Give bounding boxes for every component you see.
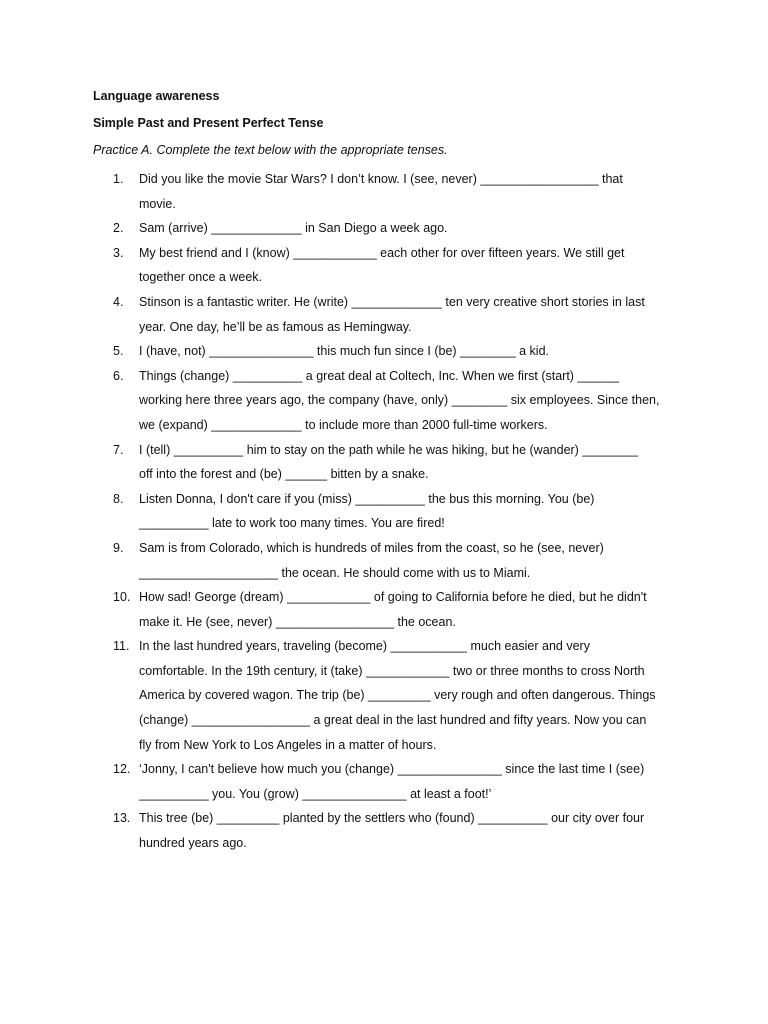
exercise-text <box>93 757 683 806</box>
document-heading: Language awareness <box>93 89 220 103</box>
exercise-text <box>93 438 683 487</box>
exercise-item <box>93 487 683 536</box>
exercise-item <box>93 585 683 634</box>
exercise-number-label: 13. <box>113 811 131 826</box>
exercise-number-label: 10. <box>113 590 131 605</box>
exercise-line: __________ you. You (grow) _______________ at least a foot!’ <box>139 786 492 801</box>
exercise-number-label: 6. <box>113 368 124 383</box>
exercise-text <box>93 364 683 438</box>
exercise-text <box>93 339 683 364</box>
exercise-line: working here three years ago, the company (have, only) ________ six employees. Since then, <box>139 393 660 408</box>
exercise-text <box>93 585 683 634</box>
exercise-line: Did you like the movie Star Wars? I don’t know. I (see, never) _________________ that <box>139 172 623 186</box>
exercise-line: Listen Donna, I don't care if you (miss) __________ the bus this morning. You (be) <box>139 491 595 506</box>
exercise-line: ‘Jonny, I can't believe how much you (change) _______________ since the last time I (see) <box>139 762 645 777</box>
exercise-text <box>93 241 683 290</box>
exercise-item <box>93 167 683 216</box>
exercise-line: make it. He (see, never) _________________ the ocean. <box>139 614 456 629</box>
exercise-line: hundred years ago. <box>139 836 247 851</box>
exercise-line: fly from New York to Los Angeles in a matter of hours. <box>139 737 437 752</box>
exercise-line: comfortable. In the 19th century, it (take) ____________ two or three months to cross North <box>139 663 645 678</box>
exercise-line: This tree (be) _________ planted by the settlers who (found) __________ our city over four <box>139 811 645 826</box>
exercise-number-label: 8. <box>113 491 124 506</box>
exercise-number-label: 2. <box>113 221 124 236</box>
exercise-text <box>93 290 683 339</box>
exercise-item <box>93 290 683 339</box>
exercise-text <box>93 167 683 216</box>
exercise-line: we (expand) _____________ to include more than 2000 full-time workers. <box>139 417 548 432</box>
exercise-line: together once a week. <box>139 270 262 285</box>
exercise-line: Things (change) __________ a great deal at Coltech, Inc. When we first (start) ______ <box>139 368 620 383</box>
exercise-item <box>93 438 683 487</box>
exercise-line: (change) _________________ a great deal in the last hundred and fifty years. Now you can <box>139 713 647 728</box>
worksheet-page <box>93 88 683 856</box>
exercise-line: My best friend and I (know) ____________ each other for over fifteen years. We still get <box>139 245 625 260</box>
exercise-line: ____________________ the ocean. He should come with us to Miami. <box>139 565 531 580</box>
exercise-number-label: 3. <box>113 245 124 260</box>
exercise-item <box>93 806 683 855</box>
exercise-number-label: 11. <box>113 639 130 654</box>
exercise-line: Sam (arrive) _____________ in San Diego a week ago. <box>139 221 448 236</box>
exercise-text <box>93 806 683 855</box>
exercise-number-label: 4. <box>113 294 124 309</box>
exercise-item <box>93 241 683 290</box>
exercise-text <box>93 634 683 757</box>
exercise-item <box>93 757 683 806</box>
document-subheading: Simple Past and Present Perfect Tense <box>93 116 324 130</box>
instructions-text: Practice A. Complete the text below with the appropriate tenses. <box>93 143 448 157</box>
exercise-text <box>93 487 683 536</box>
exercise-item <box>93 364 683 438</box>
exercise-line: America by covered wagon. The trip (be) _________ very rough and often dangerous. Things <box>139 688 656 703</box>
exercise-line: In the last hundred years, traveling (become) ___________ much easier and very <box>139 639 590 654</box>
exercise-line: year. One day, he’ll be as famous as Hemingway. <box>139 319 412 334</box>
exercise-line: I (have, not) _______________ this much fun since I (be) ________ a kid. <box>139 344 550 359</box>
exercise-number-label: 5. <box>113 344 124 359</box>
exercise-line: Sam is from Colorado, which is hundreds of miles from the coast, so he (see, never) <box>139 540 604 555</box>
exercise-line: Stinson is a fantastic writer. He (write) _____________ ten very creative short stories in last <box>139 294 645 309</box>
exercise-number-label: 12. <box>113 762 131 777</box>
exercise-number-label: 1. <box>113 172 124 186</box>
exercise-text <box>93 216 683 241</box>
exercise-line: off into the forest and (be) ______ bitten by a snake. <box>139 467 429 482</box>
exercise-line: __________ late to work too many times. You are fired! <box>139 516 445 531</box>
exercise-text <box>93 536 683 585</box>
exercise-item <box>93 339 683 364</box>
exercise-line: How sad! George (dream) ____________ of going to California before he died, but he didn't <box>139 590 647 605</box>
exercise-item <box>93 634 683 757</box>
exercise-number-label: 7. <box>113 442 124 457</box>
exercise-line: movie. <box>139 196 176 211</box>
exercise-item <box>93 536 683 585</box>
exercise-item <box>93 216 683 241</box>
exercise-list <box>93 167 683 856</box>
exercise-line: I (tell) __________ him to stay on the path while he was hiking, but he (wander) ________ <box>139 442 638 457</box>
exercise-number-label: 9. <box>113 540 124 555</box>
